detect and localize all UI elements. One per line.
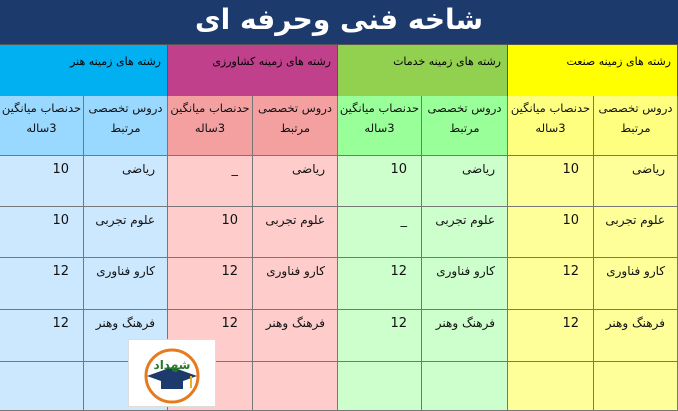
subject-cell: علوم تجربی <box>253 207 338 258</box>
group-label: رشته های زمینه هنر <box>70 55 161 68</box>
empty-cell <box>253 362 338 411</box>
subject-cell: فرهنگ وهنر <box>422 310 508 362</box>
min-score-cell: 12 <box>168 310 253 362</box>
subheader-courses: دروس تخصصی مرتبط <box>594 96 678 156</box>
group-header-art <box>0 44 168 96</box>
subject-cell: کارو فناوری <box>84 258 168 310</box>
min-score-cell: 10 <box>0 156 84 207</box>
min-score-cell: _ <box>338 207 422 258</box>
min-score-cell: _ <box>168 156 253 207</box>
subject-cell: فرهنگ وهنر <box>84 310 168 362</box>
subheader-courses: دروس تخصصی مرتبط <box>84 96 168 156</box>
logo <box>128 339 216 407</box>
min-score-cell: 12 <box>338 258 422 310</box>
min-score-cell: 10 <box>508 207 594 258</box>
subject-cell: فرهنگ وهنر <box>253 310 338 362</box>
min-score-cell: 12 <box>338 310 422 362</box>
subject-cell: ریاضی <box>253 156 338 207</box>
min-score-cell: 10 <box>338 156 422 207</box>
subheader-min-score: حدنصاب میانگین 3ساله <box>0 96 84 156</box>
empty-cell <box>0 362 84 411</box>
group-label: رشته های زمینه خدمات <box>393 55 501 68</box>
empty-cell <box>594 362 678 411</box>
min-score-cell: 12 <box>508 310 594 362</box>
min-score-cell: 10 <box>508 156 594 207</box>
subject-cell: کارو فناوری <box>422 258 508 310</box>
logo-text: شهداد <box>153 358 191 372</box>
group-label: رشته های زمینه کشاورزی <box>212 55 331 68</box>
min-score-cell: 12 <box>508 258 594 310</box>
subject-cell: علوم تجربی <box>594 207 678 258</box>
group-header-industry <box>508 44 678 96</box>
subject-cell: علوم تجربی <box>422 207 508 258</box>
subheader-min-score: حدنصاب میانگین 3ساله <box>168 96 253 156</box>
empty-cell <box>508 362 594 411</box>
subheader-courses: دروس تخصصی مرتبط <box>422 96 508 156</box>
graduation-cap-icon <box>129 340 215 406</box>
min-score-cell: 12 <box>0 310 84 362</box>
subheader-courses: دروس تخصصی مرتبط <box>253 96 338 156</box>
subject-cell: ریاضی <box>422 156 508 207</box>
empty-cell <box>422 362 508 411</box>
empty-cell <box>338 362 422 411</box>
subheader-min-score: حدنصاب میانگین 3ساله <box>508 96 594 156</box>
min-score-cell: 12 <box>168 258 253 310</box>
group-header-services <box>338 44 508 96</box>
subheader-min-score: حدنصاب میانگین 3ساله <box>338 96 422 156</box>
group-header-agriculture <box>168 44 338 96</box>
subject-cell: ریاضی <box>594 156 678 207</box>
subject-cell: فرهنگ وهنر <box>594 310 678 362</box>
subject-cell: ریاضی <box>84 156 168 207</box>
subject-cell: علوم تجربی <box>84 207 168 258</box>
subject-cell: کارو فناوری <box>594 258 678 310</box>
page-title: شاخه فنی وحرفه ای <box>0 0 678 44</box>
subject-cell: کارو فناوری <box>253 258 338 310</box>
min-score-cell: 12 <box>0 258 84 310</box>
min-score-cell: 10 <box>0 207 84 258</box>
group-label: رشته های زمینه صنعت <box>566 55 671 68</box>
min-score-cell: 10 <box>168 207 253 258</box>
